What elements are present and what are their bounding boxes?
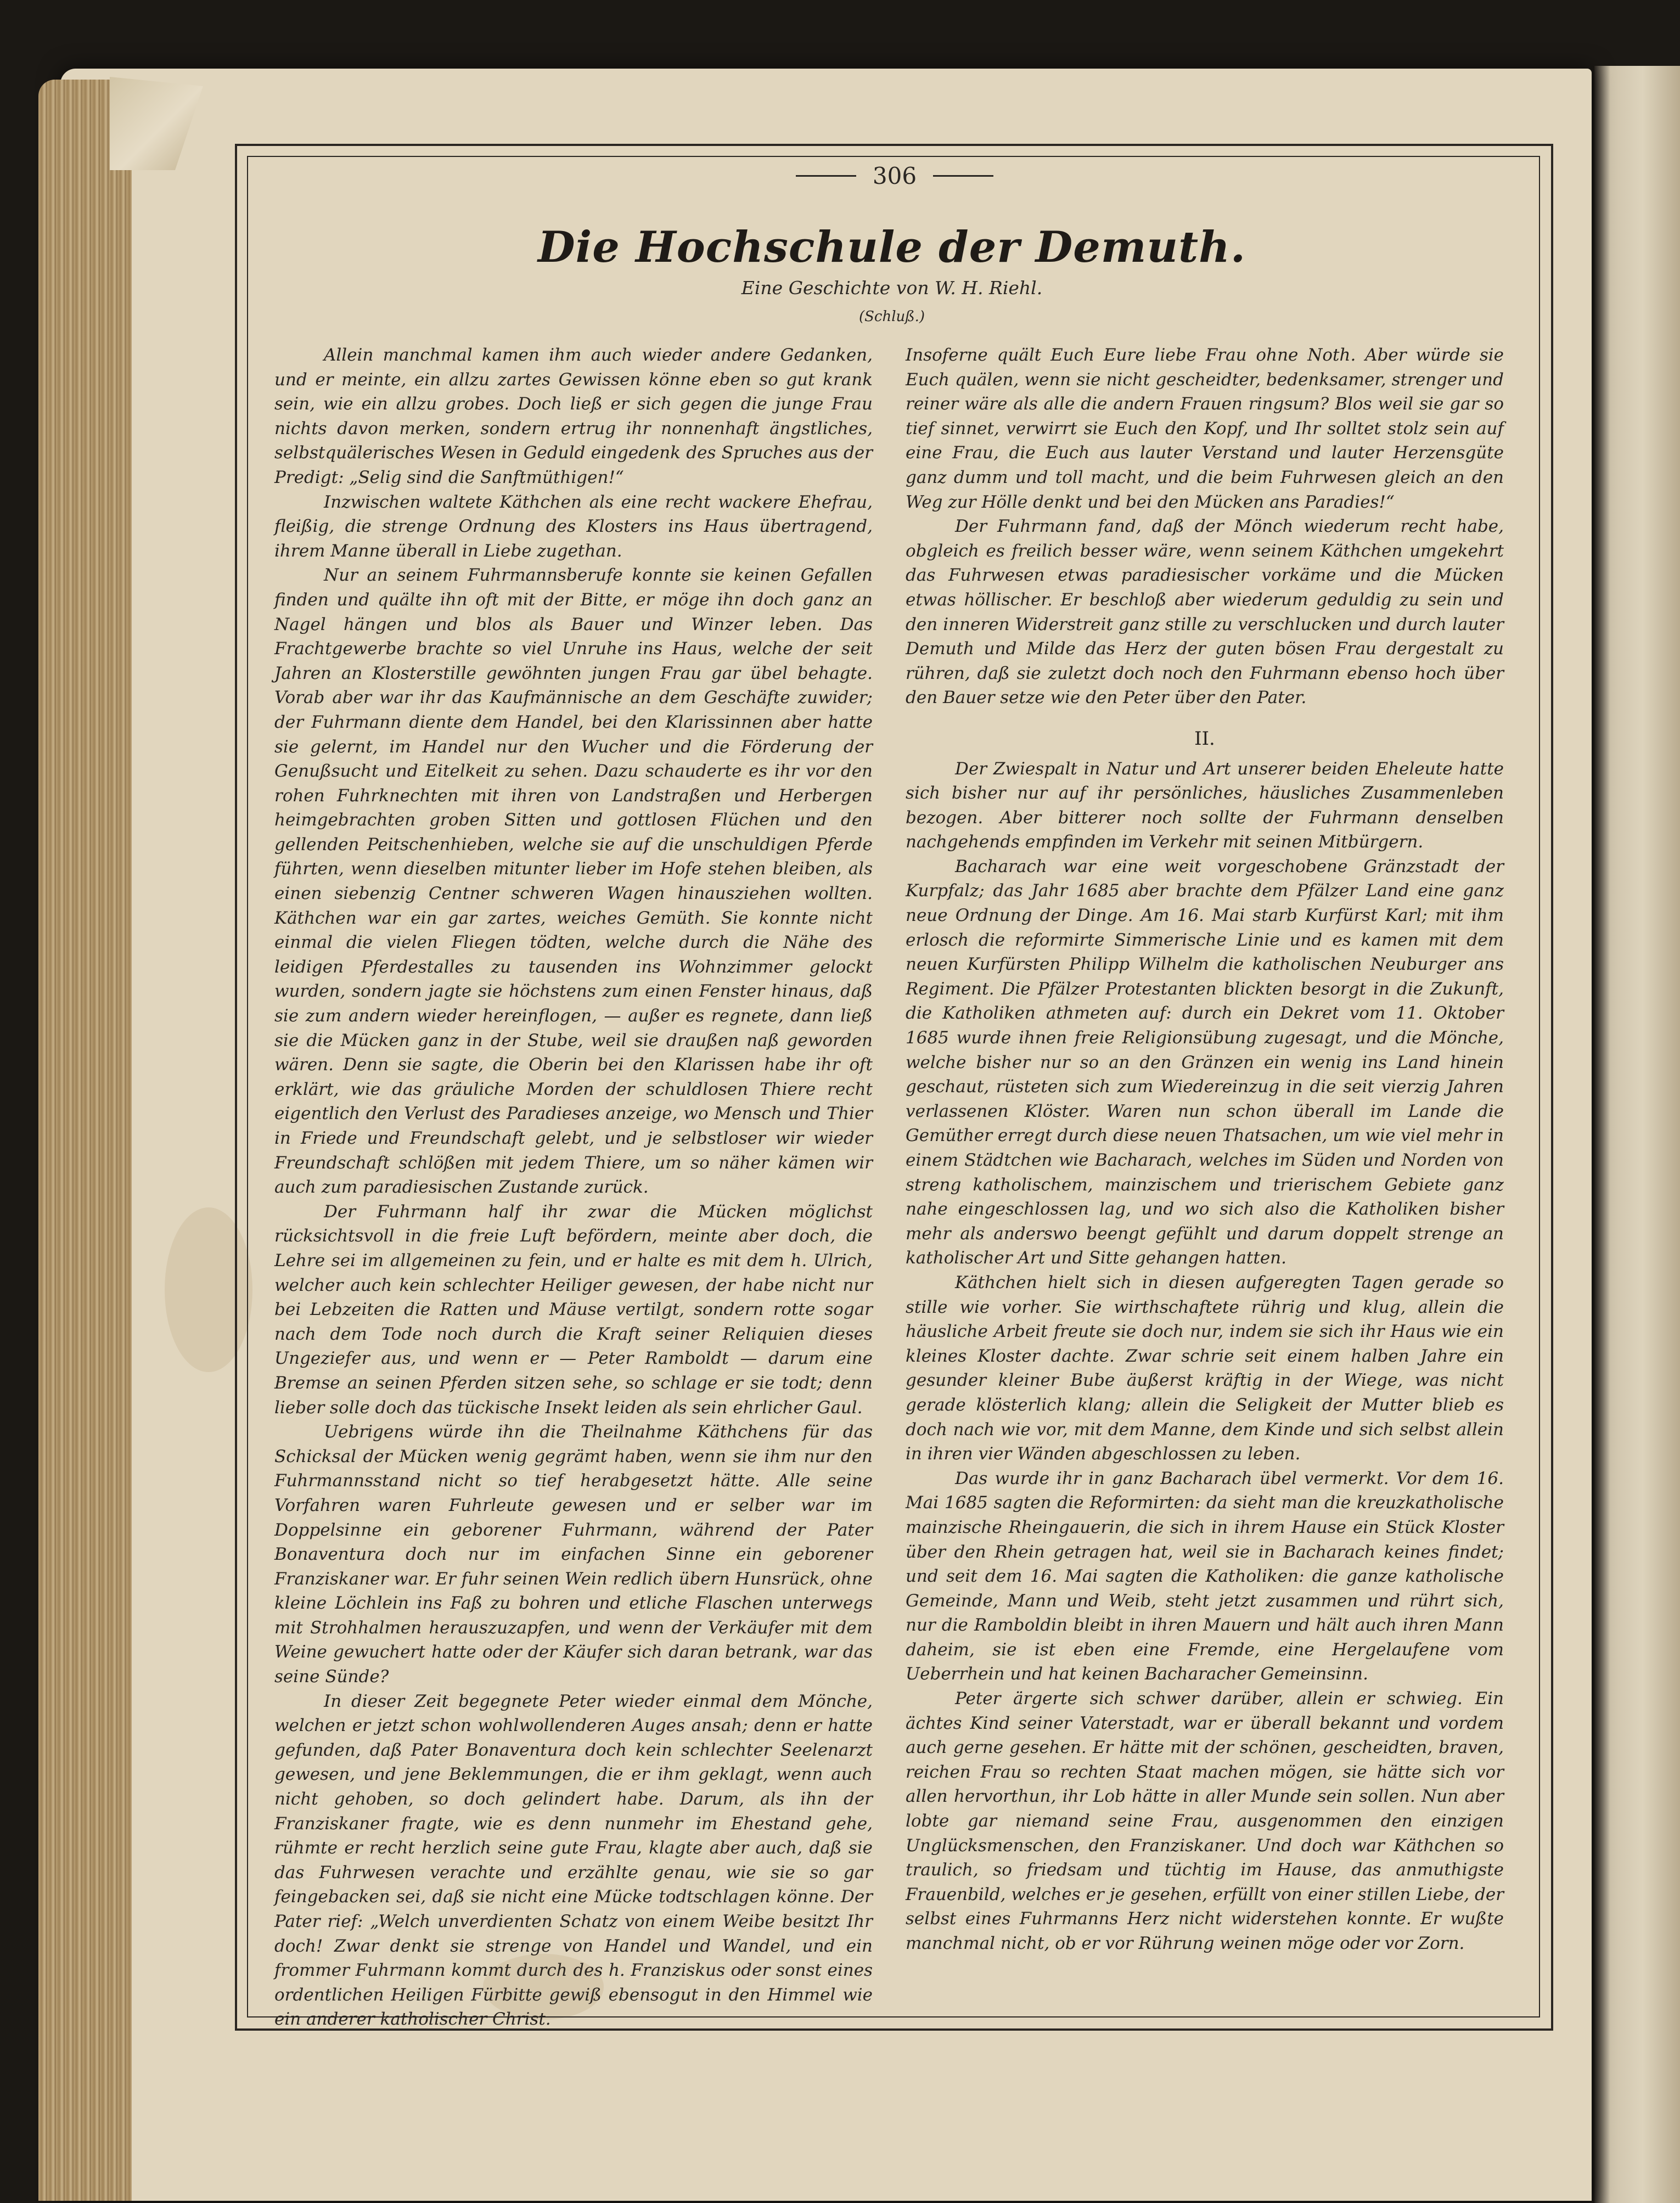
paragraph: Insoferne quält Euch Eure liebe Frau ohne Noth. Aber würde sie Euch quälen, wenn sie nicht gescheidter, bedenksamer, strenger und reiner wäre als alle die andern Frauen ringsum? Blos weil sie gar so tief sinnet, verwirrt sie Euch den Kopf, und Ihr solltet stolz sein auf eine Frau, die Euch aus lauter Verstand und lauter Herzensgüte ganz dumm und toll macht, und die beim Fuhrwesen gleich an den Weg zur Hölle denkt und bei den Mücken ans Paradies!“ xyxy=(906,345,1504,512)
paragraph: Der Zwiespalt in Natur und Art unserer beiden Eheleute hatte sich bisher nur auf ihr persönliches, häusliches Zusammenleben bezogen. Aber bitterer noch sollte der Fuhrmann denselben nachgehends empfinden im Verkehr mit seinen Mitbürgern. xyxy=(906,758,1504,852)
paragraph: Nur an seinem Fuhrmannsberufe konnte sie keinen Gefallen finden und quälte ihn oft mit der Bitte, er möge ihn doch ganz an Nagel hängen und blos als Bauer und Winzer leben. Das Frachtgewerbe brachte so viel Unruhe ins Haus, welche der seit Jahren an Klosterstille gewöhnten jungen Frau gar übel behagte. Vorab aber war ihr das Kaufmännische an dem Geschäfte zuwider; der Fuhrmann diente dem Handel, bei den Klarissinnen aber hatte sie gelernt, im Handel nur den Wucher und die Förderung der Genußsucht und Eitelkeit zu sehen. Dazu schauderte es ihr vor den rohen Fuhrknechten mit ihren von Landstraßen und Herbergen heimgebrachten groben Sitten und gottlosen Flüchen und den gellenden Peitschenhieben, welche sie auf die unschuldigen Pferde führten, wenn dieselben mitunter lieber im Hofe stehen bleiben, als einen siebenzig Centner schweren Wagen hinausziehen wollten. Käthchen war ein gar zartes, weiches Gemüth. Sie konnte nicht einmal die vielen Fliegen tödten, welche durch die Nähe des leidigen Pferdestalles zu tausenden ins Wohnzimmer gelockt wurden, sondern jagte sie höchstens zum einen Fenster hinaus, daß sie zum andern wieder hereinflogen, — außer es regnete, dann ließ sie die Mücken ganz in der Stube, weil sie draußen naß geworden wären. Denn sie sagte, die Oberin bei den Klarissen habe ihr oft erklärt, wie das gräuliche Morden der schuldlosen Thiere recht eigentlich den Verlust des Paradieses anzeige, wo Mensch und Thier in Friede und Freundschaft gelebt, und je selbstloser wir wieder Freundschaft schlößen mit jedem Thiere, um so näher kämen wir auch zum paradiesischen Zustande zurück. xyxy=(274,565,873,1198)
article-subtitle: Eine Geschichte von W. H. Riehl. xyxy=(741,277,1043,299)
continuation-note: (Schluß.) xyxy=(858,308,925,325)
paragraph: Der Fuhrmann fand, daß der Mönch wiederum recht habe, obgleich es freilich besser wäre, wenn seinem Käthchen umgekehrt das Fuhrwesen etwas paradiesischer vorkäme und die Mücken etwas höllischer. Er beschloß aber wiederum geduldig zu sein und den inneren Widerstreit ganz stille zu verschlucken und durch lauter Demuth und Milde das Herz der guten bösen Frau dergestalt zu rühren, daß sie zuletzt doch noch den Fuhrmann ebenso hoch über den Bauer setze wie den Peter über den Pater. xyxy=(906,516,1504,708)
paragraph: Peter ärgerte sich schwer darüber, allein er schwieg. Ein ächtes Kind seiner Vaterstadt, war er überall bekannt und vordem auch gerne gesehen. Er hätte mit der schönen, gescheidten, braven, reichen Frau so rechten Staat machen mögen, sie hätte sich vor allen hervorthun, ihr Lob hätte in aller Munde sein sollen. Nun aber lobte gar niemand seine Frau, ausgenommen den einzigen Unglücksmenschen, den Franziskaner. Und doch war Käthchen so traulich, so friedsam und tüchtig im Hause, das anmuthigste Frauenbild, welches er je gesehen, erfüllt von einer stillen Liebe, der selbst eines Fuhrmanns Herz nicht widerstehen konnte. Er wußte manchmal nicht, ob er vor Rührung weinen möge oder vor Zorn. xyxy=(906,1689,1504,1953)
paragraph: Das wurde ihr in ganz Bacharach übel vermerkt. Vor dem 16. Mai 1685 sagten die Reformirten: da sieht man die kreuzkatholische mainzische Rheingauerin, die sich in ihrem Hause ein Stück Kloster über den Rhein getragen hat, weil sie in Bacharach keines findet; und seit dem 16. Mai sagten die Katholiken: die ganze katholische Gemeinde, Mann und Weib, steht jetzt zusammen und rührt sich, nur die Ramboldin bleibt in ihren Mauern und hält auch ihren Mann daheim, sie ist eben eine Fremde, eine Hergelaufene vom Ueberrhein und hat keinen Bacharacher Gemeinsinn. xyxy=(906,1468,1504,1684)
text-column-left xyxy=(274,343,873,2032)
paragraph: In dieser Zeit begegnete Peter wieder einmal dem Mönche, welchen er jetzt schon wohlwollenderen Auges ansah; denn er hatte gefunden, daß Pater Bonaventura doch kein schlechter Seelenarzt gewesen, und jene Beklemmungen, die er ihm geklagt, wenn auch nicht gehoben, so doch gelindert habe. Darum, als ihn der Franziskaner fragte, wie es denn nunmehr im Ehestand gehe, rühmte er recht herzlich seine gute Frau, klagte aber auch, daß sie das Fuhrwesen verachte und erzählte genau, wie sie so gar feingebacken sei, daß sie nicht eine Mücke todtschlagen könne. Der Pater rief: „Welch unverdienten Schatz von einem Weibe besitzt Ihr doch! Zwar denkt sie strenge von Handel und Wandel, und ein frommer Fuhrmann kommt durch des h. Franziskus oder sonst eines ordentlichen Heiligen Fürbitte gewiß ebensogut in den Himmel wie ein anderer katholischer Christ. xyxy=(274,1691,873,2030)
folio-rule-right xyxy=(933,175,993,177)
article-title: Die Hochschule der Demuth. xyxy=(537,222,1246,272)
page-number: 306 xyxy=(872,162,917,189)
facing-page-edge xyxy=(1594,66,1680,2203)
text-column-right xyxy=(906,343,1504,1956)
page-edges xyxy=(38,80,132,2201)
folio-rule-left xyxy=(796,175,856,177)
paragraph: Uebrigens würde ihn die Theilnahme Käthchens für das Schicksal der Mücken wenig gegrämt haben, wenn sie ihm nur den Fuhrmannsstand nicht so tief herabgesetzt hätte. Alle seine Vorfahren waren Fuhrleute gewesen und er selber war im Doppelsinne ein geborener Fuhrmann, während der Pater Bonaventura doch nur im einfachen Sinne ein geborener Franziskaner war. Er fuhr seinen Wein redlich übern Hunsrück, ohne kleine Löchlein ins Faß zu bohren und etliche Flaschen unterwegs mit Strohhalmen herauszuzapfen, und wenn der Verkäufer mit dem Weine gewuchert hatte oder der Käufer sich daran betrank, war das seine Sünde? xyxy=(274,1422,873,1687)
paragraph: Der Fuhrmann half ihr zwar die Mücken möglichst rücksichtsvoll in die freie Luft befördern, meinte aber doch, die Lehre sei im allgemeinen zu fein, und er halte es mit dem h. Ulrich, welcher auch kein schlechter Heiliger gewesen, der habe nicht nur bei Lebzeiten die Ratten und Mäuse vertilgt, sondern rotte sogar nach dem Tode noch durch die Kraft seiner Reliquien dieses Ungeziefer aus, und wenn er — Peter Ramboldt — darum eine Bremse an seinen Pferden sitzen sehe, so schlage er sie todt; denn lieber solle doch das tückische Insekt leiden als sein ehrlicher Gaul. xyxy=(274,1201,873,1418)
paragraph: Käthchen hielt sich in diesen aufgeregten Tagen gerade so stille wie vorher. Sie wirthschaftete rührig und klug, allein die häusliche Arbeit freute sie doch nur, indem sie sich ihr Haus wie ein kleines Kloster dachte. Zwar schrie seit einem halben Jahre ein gesunder kleiner Bube äußerst kräftig in der Wiege, was nicht gerade klösterlich klang; allein die Seligkeit der Mutter blieb es doch nach wie vor, mit dem Manne, dem Kinde und sich selbst allein in ihren vier Wänden abgeschlossen zu leben. xyxy=(906,1272,1504,1464)
paragraph: Inzwischen waltete Käthchen als eine recht wackere Ehefrau, fleißig, die strenge Ordnung des Klosters ins Haus übertragend, ihrem Manne überall in Liebe zugethan. xyxy=(274,492,873,561)
folio-row xyxy=(768,159,1021,192)
paragraph: Bacharach war eine weit vorgeschobene Gränzstadt der Kurpfalz; das Jahr 1685 aber brachte dem Pfälzer Land eine ganz neue Ordnung der Dinge. Am 16. Mai starb Kurfürst Karl; mit ihm erlosch die reformirte Simmerische Linie und es kamen mit dem neuen Kurfürsten Philipp Wilhelm die katholischen Neuburger ans Regiment. Die Pfälzer Protestanten blickten besorgt in die Zukunft, die Katholiken athmeten auf: durch ein Dekret vom 11. Oktober 1685 wurde ihnen freie Religionsübung zugesagt, und die Mönche, welche bisher nur so an den Gränzen ein wenig ins Land hinein geschaut, rüsteten sich zum Wiedereinzug in die seit vierzig Jahren verlassenen Klöster. Waren nun schon überall im Lande die Gemüther erregt durch diese neuen Thatsachen, um wie viel mehr in einem Städtchen wie Bacharach, welches im Süden und Norden von streng katholischem, mainzischem und trierischem Gebiete ganz nahe eingeschlossen lag, und wo sich also die Katholiken bisher mehr als anderswo beengt gefühlt und darum doppelt strenge an katholischer Art und Sitte gehangen hatten. xyxy=(906,856,1504,1268)
paragraph: Allein manchmal kamen ihm auch wieder andere Gedanken, und er meinte, ein allzu zartes Gewissen könne eben so gut krank sein, wie ein allzu grobes. Doch ließ er sich gegen die junge Frau nichts davon merken, sondern ertrug ihr nonnenhaft ängstliches, selbstquälerisches Wesen in Geduld eingedenk des Spruches aus der Predigt: „Selig sind die Sanftmüthigen!“ xyxy=(274,345,873,487)
section-heading: II. xyxy=(1194,727,1215,750)
